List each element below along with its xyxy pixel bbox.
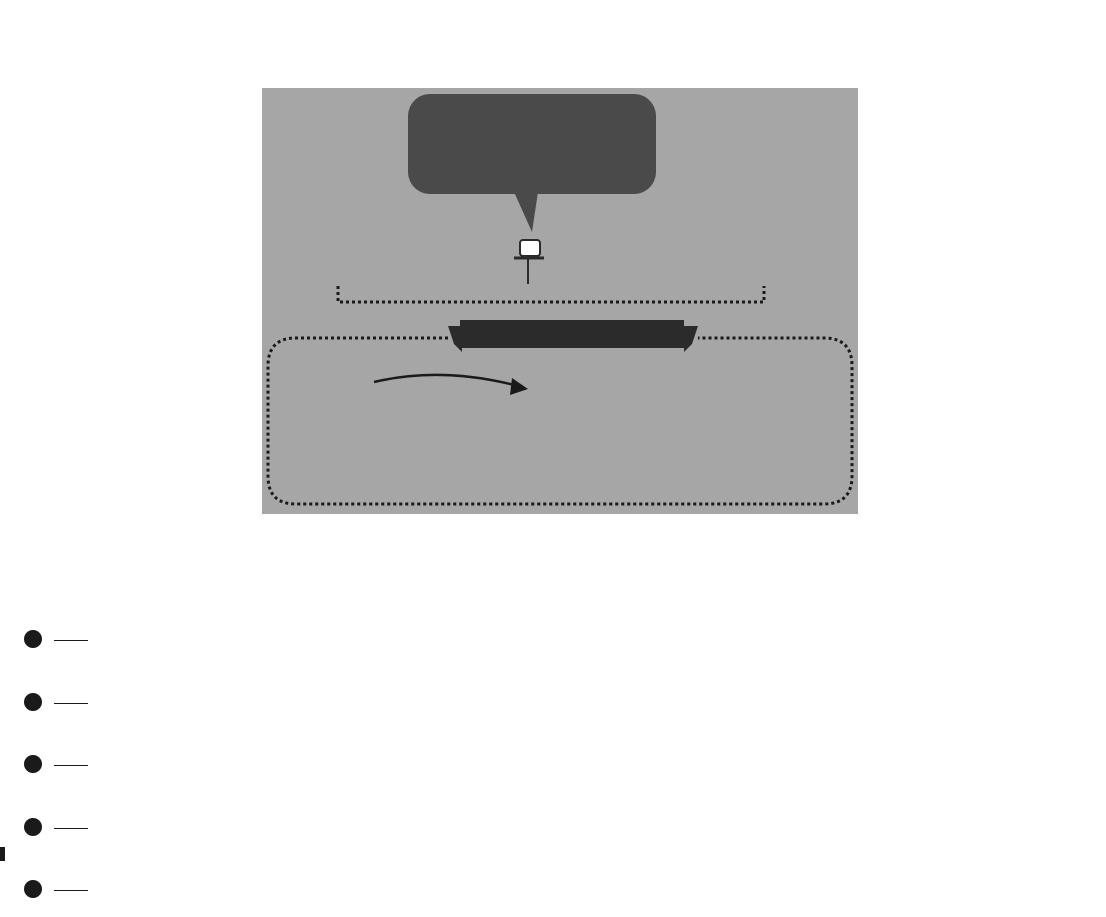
option-d[interactable]	[24, 802, 144, 854]
numerator	[54, 802, 88, 826]
denominator	[54, 643, 88, 667]
option-c[interactable]	[24, 739, 144, 791]
fraction	[54, 677, 88, 730]
option-e[interactable]	[24, 864, 144, 916]
numerator	[54, 677, 88, 701]
numerator	[54, 864, 88, 888]
edge-mark	[0, 847, 5, 861]
fraction	[54, 739, 88, 792]
ribbon	[448, 320, 698, 352]
denominator	[54, 831, 88, 855]
fraction	[54, 614, 88, 667]
laptop-icon	[514, 240, 544, 284]
infographic	[262, 88, 858, 514]
top-dotted-bracket	[338, 286, 764, 302]
fraction-bar	[54, 703, 88, 704]
fraction	[54, 802, 88, 855]
dotted-frame	[268, 338, 852, 504]
option-a[interactable]	[24, 614, 144, 666]
fraction-bar	[54, 765, 88, 766]
option-letter	[24, 630, 42, 648]
numerator	[54, 614, 88, 638]
arrow-icon	[374, 375, 518, 386]
numerator	[54, 739, 88, 763]
option-letter	[24, 755, 42, 773]
option-letter	[24, 693, 42, 711]
denominator	[54, 706, 88, 730]
option-letter	[24, 880, 42, 898]
fraction-bar	[54, 640, 88, 641]
speech-bubble	[408, 94, 656, 232]
option-b[interactable]	[24, 677, 144, 729]
fraction	[54, 864, 88, 917]
option-letter	[24, 818, 42, 836]
fraction-bar	[54, 828, 88, 829]
denominator	[54, 893, 88, 917]
fraction-bar	[54, 890, 88, 891]
denominator	[54, 768, 88, 792]
